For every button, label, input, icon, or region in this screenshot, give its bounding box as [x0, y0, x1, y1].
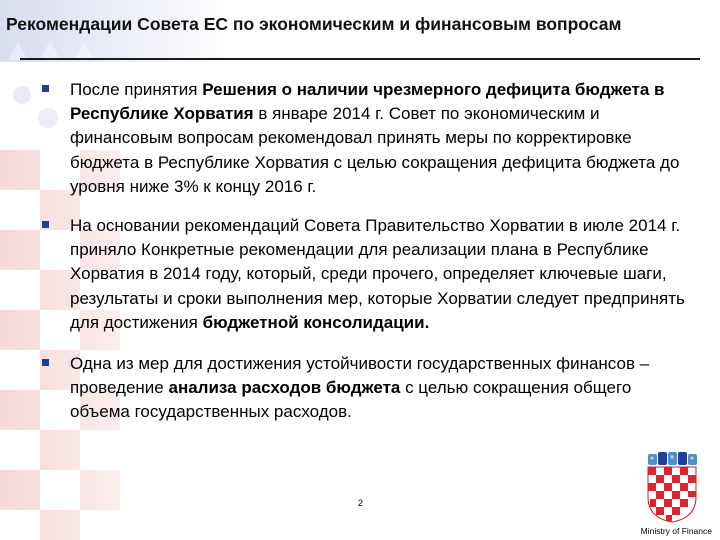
bullet-item	[40, 214, 690, 335]
bullet-square-icon	[42, 359, 49, 366]
text: Одна из мер для достижения устойчивости государственных финансов – проведение	[70, 354, 650, 398]
page-title: Рекомендации Совета ЕС по экономическим и финансовым вопросам	[6, 14, 622, 34]
page-number: 2	[358, 498, 364, 508]
croatian-coat-of-arms-icon	[642, 452, 702, 524]
bullet-square-icon	[42, 85, 49, 92]
title-divider	[20, 58, 700, 60]
text: с целью сокращения общего объема государственных расходов.	[70, 378, 632, 422]
bold-text: анализа расходов бюджета	[168, 378, 401, 398]
text: На основании рекомендаций Совета Правительство Хорватии в июле 2014 г. приняло Конкретные рекомендации для реализации плана в Республике Хорватия в 2014 году, который, среди прочего, определяет ключевые шаги, результаты и сроки выполнения мер, которые Хорватии следует предпринять для достижения	[70, 216, 685, 332]
footer-ministry-label: Ministry of Finance	[640, 526, 712, 536]
text: в январе 2014 г. Совет по экономическим и финансовым вопросам рекомендовал принять меры по корректировке бюджета в Республике Хорватия с целью сокращения дефицита бюджета до уровня ниже 3% к концу 2016 г.	[70, 104, 680, 196]
bullet-square-icon	[42, 221, 49, 228]
bold-text: Решения о наличии чрезмерного дефицита бюджета в Республике Хорватия	[70, 80, 665, 124]
bold-text: бюджетной консолидации.	[202, 312, 430, 332]
text: После принятия	[70, 80, 203, 99]
bullet-item	[40, 78, 690, 199]
bullet-list	[40, 78, 690, 440]
bullet-item	[40, 352, 690, 425]
